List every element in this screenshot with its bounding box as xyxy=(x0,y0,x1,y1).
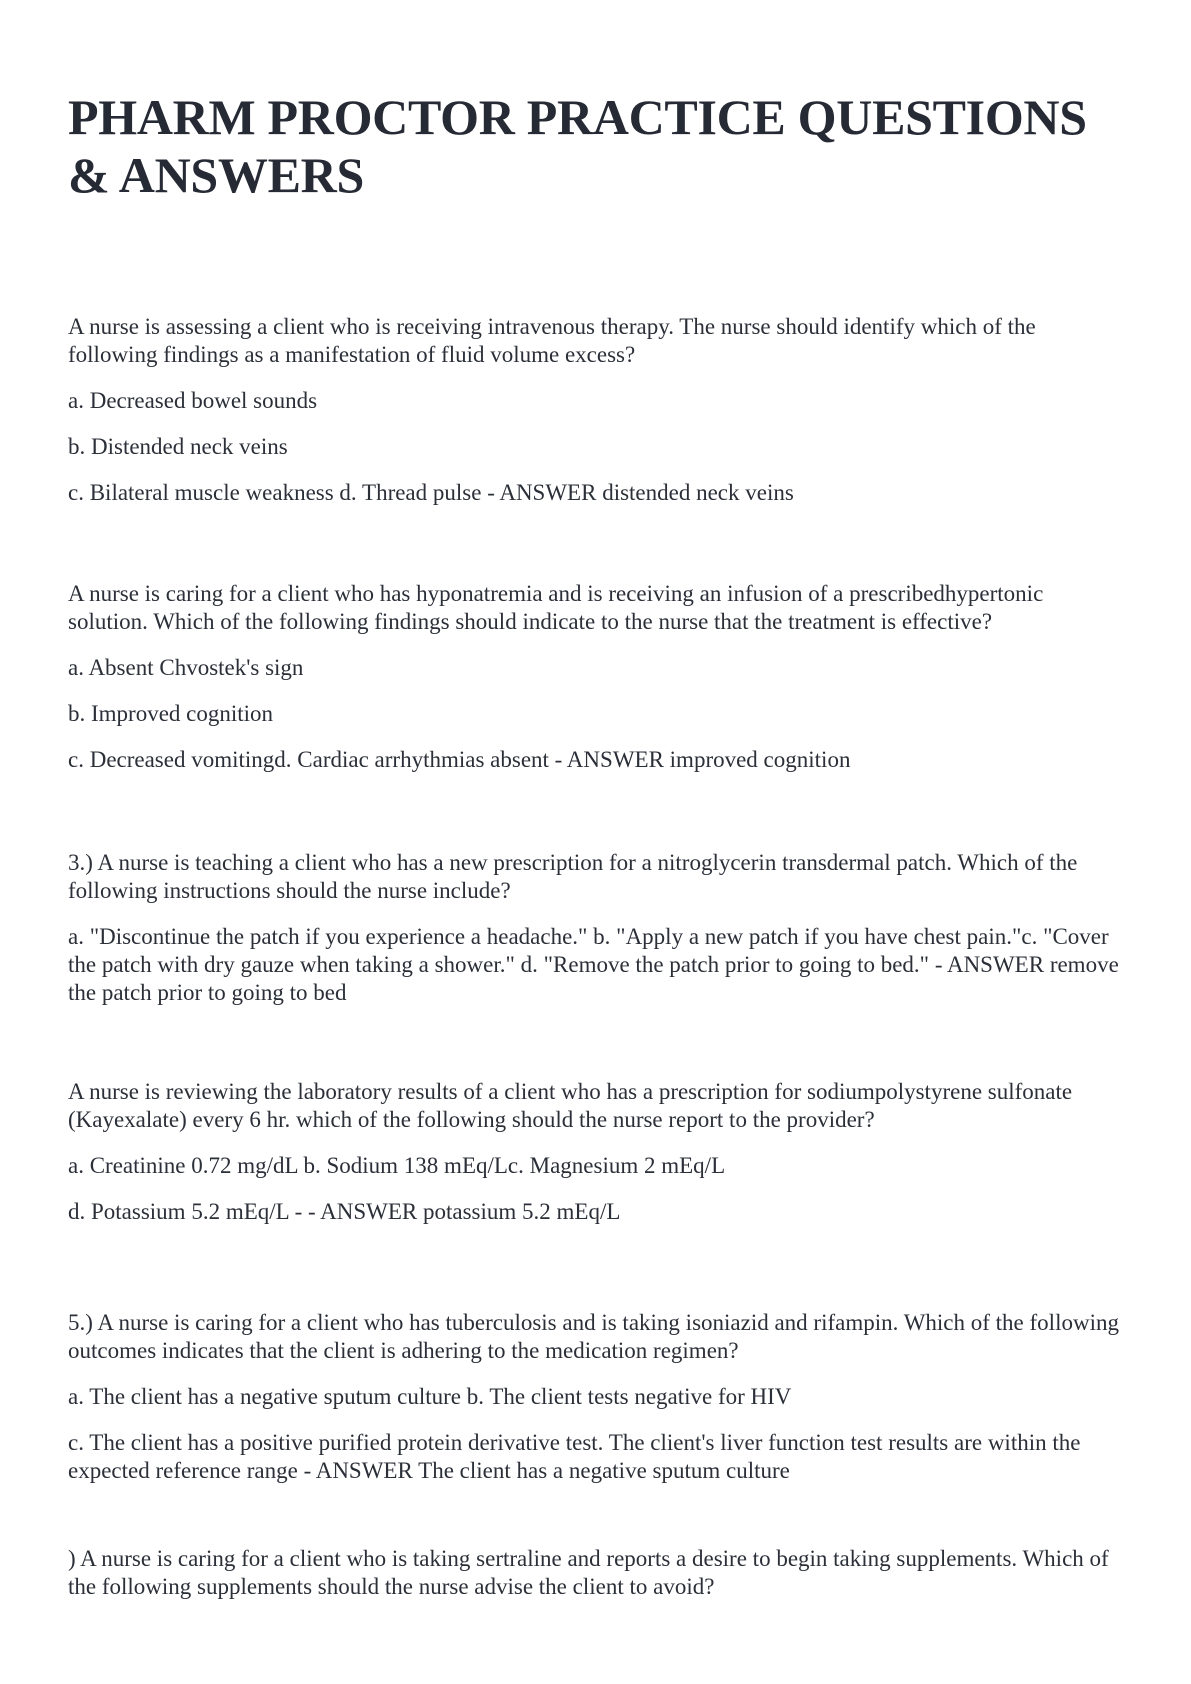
answer-option-line: b. Distended neck veins xyxy=(68,434,288,459)
answer-option-line: a. "Discontinue the patch if you experience a headache." b. "Apply a new patch if you have chest pain."c. "Cover the patch with dry gauze when taking a shower." d. "Remove the patch prior to going to bed." - ANSWER remove the patch prior to going to bed xyxy=(68,924,1119,1005)
page-title: PHARM PROCTOR PRACTICE QUESTIONS & ANSWERS xyxy=(68,89,1087,203)
question-text: A nurse is reviewing the laboratory results of a client who has a prescription for sodiumpolystyrene sulfonate (Kayexalate) every 6 hr. which of the following should the nurse report to the provider? xyxy=(68,1079,1073,1132)
answer-option-line: a. The client has a negative sputum culture b. The client tests negative for HIV xyxy=(68,1384,792,1409)
answer-option-line: c. The client has a positive purified protein derivative test. The client's liver function test results are within the expected reference range - ANSWER The client has a negative sputum culture xyxy=(68,1430,1081,1483)
question-text: 3.) A nurse is teaching a client who has a new prescription for a nitroglycerin transdermal patch. Which of the following instructions should the nurse include? xyxy=(68,850,1078,903)
question-text: ) A nurse is caring for a client who is taking sertraline and reports a desire to begin taking supplements. Which of the following supplements should the nurse advise the client to avoid? xyxy=(68,1546,1109,1599)
question-block-5 xyxy=(68,1309,1128,1485)
answer-option-line: c. Decreased vomitingd. Cardiac arrhythmias absent - ANSWER improved cognition xyxy=(68,747,851,772)
answer-option-line: a. Absent Chvostek's sign xyxy=(68,655,304,680)
question-block-3 xyxy=(68,849,1128,1007)
question-block-6 xyxy=(68,1545,1128,1601)
answer-option-line: a. Creatinine 0.72 mg/dL b. Sodium 138 mEq/Lc. Magnesium 2 mEq/L xyxy=(68,1153,726,1178)
question-text: 5.) A nurse is caring for a client who has tuberculosis and is taking isoniazid and rifampin. Which of the following outcomes indicates that the client is adhering to the medication regimen? xyxy=(68,1310,1119,1363)
question-block-4 xyxy=(68,1078,1128,1226)
answer-option-line: b. Improved cognition xyxy=(68,701,274,726)
question-block-1 xyxy=(68,313,1128,507)
answer-option-line: a. Decreased bowel sounds xyxy=(68,388,318,413)
answer-option-line: c. Bilateral muscle weakness d. Thread pulse - ANSWER distended neck veins xyxy=(68,480,794,505)
question-text: A nurse is assessing a client who is receiving intravenous therapy. The nurse should identify which of the following findings as a manifestation of fluid volume excess? xyxy=(68,314,1036,367)
question-text: A nurse is caring for a client who has hyponatremia and is receiving an infusion of a prescribedhypertonic solution. Which of the following findings should indicate to the nurse that the treatment is effective? xyxy=(68,581,1044,634)
question-block-2 xyxy=(68,580,1128,774)
answer-option-line: d. Potassium 5.2 mEq/L - - ANSWER potassium 5.2 mEq/L xyxy=(68,1199,621,1224)
